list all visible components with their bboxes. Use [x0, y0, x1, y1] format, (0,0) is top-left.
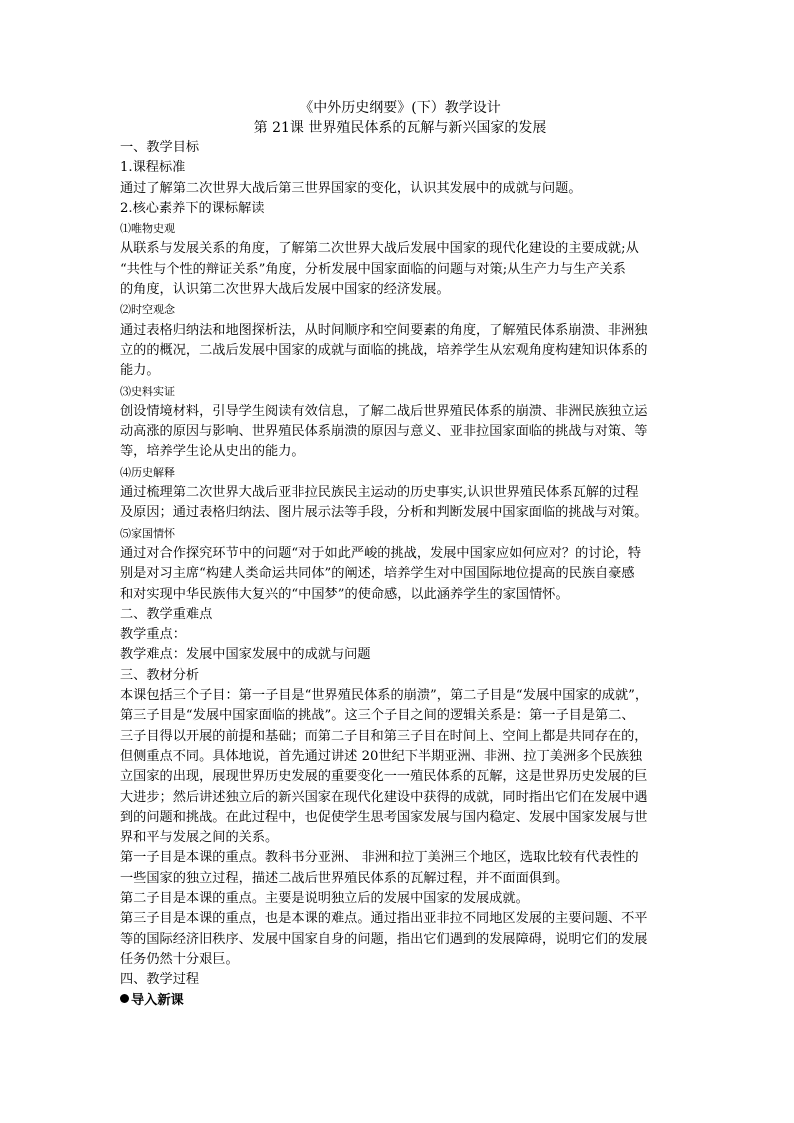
- text-line: 三、教材分析: [120, 667, 200, 683]
- text-line: 第三子目是本课的重点，也是本课的难点。通过指出亚非拉不同地区发展的主要问题、不平: [120, 911, 648, 927]
- section-subheading: ⑴唯物史观: [120, 222, 175, 236]
- lead-in-heading: [120, 990, 680, 1012]
- text-line: 第一子目是本课的重点。教科书分亚洲、 非洲和拉丁美洲三个地区，选取比较有代表性的: [120, 850, 639, 866]
- text-line: 第三子目是“发展中国家面临的挑战”。这三个子目之间的逻辑关系是：第一子目是第二、: [120, 708, 635, 724]
- text-line: 别是对习主席“构建人类命运共同体”的阐述，培养学生对中国国际地位提高的民族自豪感: [120, 566, 635, 582]
- text-line: 第二子目是本课的重点。主要是说明独立后的发展中国家的发展成就。: [120, 890, 529, 906]
- text-line: 教学重点：: [120, 627, 186, 643]
- section-subheading: ⑶史料实证: [120, 384, 175, 398]
- text-line: 从联系与发展关系的角度，了解第二次世界大战后发展中国家的现代化建设的主要成就;从: [120, 241, 639, 257]
- section-subheading: ⑸家国情怀: [120, 526, 175, 540]
- text-line: 但侧重点不同。具体地说，首先通过讲述 20世纪下半期亚洲、非洲、拉丁美洲多个民族独: [120, 748, 643, 764]
- text-line: 等，培养学生论从史出的能力。: [120, 444, 305, 460]
- text-line: 一些国家的独立过程，描述二战后世界殖民体系的瓦解过程，并不面面俱到。: [120, 870, 569, 886]
- text-line: 大进步；然后讲述独立后的新兴国家在现代化建设中获得的成就，同时指出它们在发展中遇: [120, 789, 648, 805]
- document-body: [120, 138, 680, 990]
- text-line: 的角度，认识第二次世界大战后发展中国家的经济发展。: [120, 282, 450, 298]
- text-line: 和对实现中华民族伟大复兴的“中国梦”的使命感，以此涵养学生的家国情怀。: [120, 586, 569, 602]
- text-line: 立的的概况，二战后发展中国家的成就与面临的挑战，培养学生从宏观角度构建知识体系的: [120, 342, 648, 358]
- bullet-icon: [120, 994, 129, 1003]
- document-title: 《中外历史纲要》(下）教学设计: [299, 100, 501, 116]
- text-line: 到的问题和挑战。在此过程中，也促使学生思考国家发展与国内稳定、发展中国家发展与世: [120, 809, 648, 825]
- text-line: 任务仍然十分艰巨。: [120, 951, 239, 967]
- section-subheading: ⑵时空观念: [120, 303, 175, 317]
- text-line: 动高涨的原因与影响、世界殖民体系崩溃的原因与意义、亚非拉国家面临的挑战与对策、等: [120, 424, 648, 440]
- text-line: 1.课程标准: [120, 160, 186, 176]
- text-line: 立国家的出现，展现世界历史发展的重要变化一一殖民体系的瓦解，这是世界历史发展的巨: [120, 769, 648, 785]
- lesson-subtitle: 第 21课 世界殖民体系的瓦解与新兴国家的发展: [253, 120, 547, 136]
- text-line: 界和平与发展之间的关系。: [120, 830, 279, 846]
- text-line: 通过梳理第二次世界大战后亚非拉民族民主运动的历史事实,认识世界殖民体系瓦解的过程: [120, 485, 639, 501]
- text-line: 通过表格归纳法和地图探析法，从时间顺序和空间要素的角度，了解殖民体系崩溃、非洲独: [120, 322, 648, 338]
- lead-in-label: 导入新课: [131, 993, 184, 1009]
- document-page: [120, 98, 680, 1012]
- section-subheading: ⑷历史解释: [120, 465, 175, 479]
- text-line: 本课包括三个子目：第一子目是“世界殖民体系的崩溃”，第二子目是“发展中国家的成就”，: [120, 688, 649, 704]
- text-line: 2.核心素养下的课标解读: [120, 200, 265, 216]
- text-line: “共性与个性的辩证关系”角度，分析发展中国家面临的问题与对策;从生产力与生产关系: [120, 261, 626, 277]
- text-line: 二、教学重难点: [120, 606, 213, 622]
- text-line: 四、教学过程: [120, 972, 200, 988]
- text-line: 三子目得以开展的前提和基础；而第二子目和第三子目在时间上、空间上都是共同存在的，: [120, 728, 648, 744]
- text-line: 通过了解第二次世界大战后第三世界国家的变化，认识其发展中的成就与问题。: [120, 180, 582, 196]
- text-line: 能力。: [120, 363, 160, 379]
- text-line: 一、教学目标: [120, 140, 200, 155]
- text-line: 及原因；通过表格归纳法、图片展示法等手段，分析和判断发展中国家面临的挑战与对策。: [120, 505, 648, 521]
- text-line: 等的国际经济旧秩序、发展中国家自身的问题，指出它们遇到的发展障碍，说明它们的发展: [120, 931, 648, 947]
- text-line: 教学难点：发展中国家发展中的成就与问题: [120, 647, 371, 663]
- text-line: 通过对合作探究环节中的问题“对于如此严峻的挑战，发展中国家应如何应对？的讨论，特: [120, 545, 642, 561]
- text-line: 创设情境材料，引导学生阅读有效信息，了解二战后世界殖民体系的崩溃、非洲民族独立运: [120, 403, 648, 419]
